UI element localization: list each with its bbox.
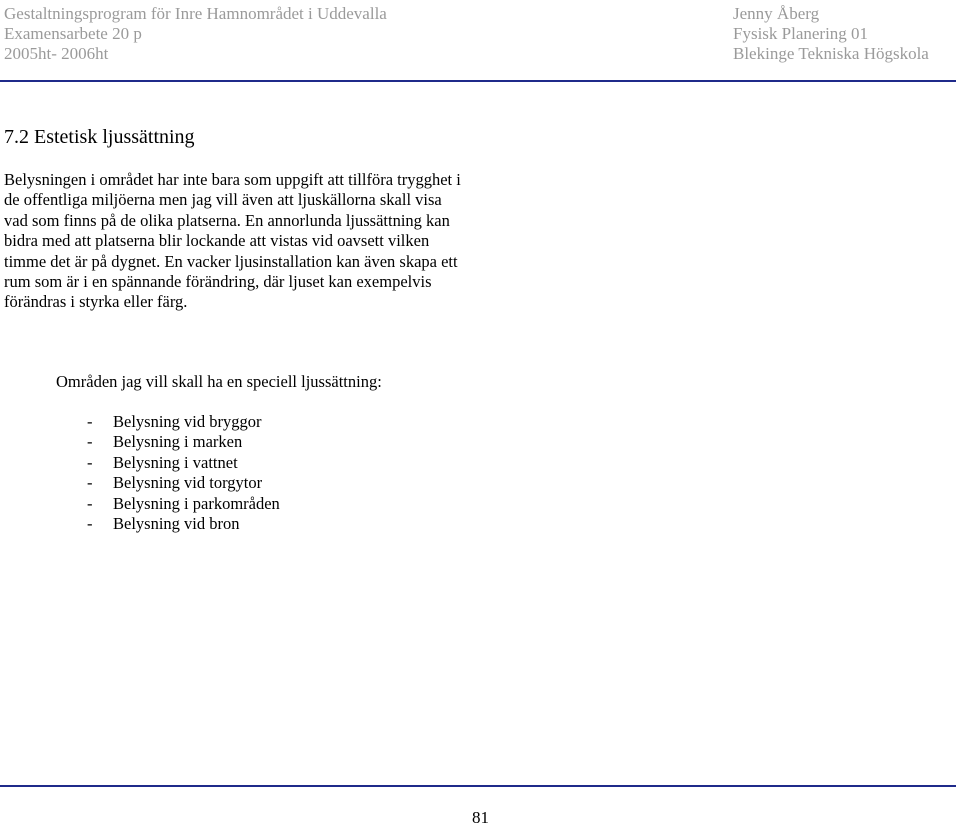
list-dash: -	[87, 493, 93, 513]
list-item-text: Belysning i vattnet	[113, 452, 238, 472]
header-right-block	[733, 4, 929, 64]
list-item	[87, 453, 280, 473]
header-program: Fysisk Planering 01	[733, 24, 869, 43]
body-paragraph: Belysningen i området har inte bara som uppgift att tillföra trygghet i de offentliga miljöerna men jag vill även att ljuskällorna skall visa vad som finns på de olika platserna. En annorlunda ljussättning kan bidra med att platserna blir lockande att vistas vid oavsett vilken timme det är på dygnet. En vacker ljusinstallation kan även skapa ett rum som är i en spännande förändring, där ljuset kan exempelvis förändras i styrka eller färg.	[4, 170, 461, 312]
header-term: 2005ht- 2006ht	[4, 44, 109, 63]
list-dash: -	[87, 514, 93, 534]
header-divider	[0, 80, 956, 82]
list-item-text: Belysning i parkområden	[113, 493, 280, 513]
header-document-title: Gestaltningsprogram för Inre Hamnområdet i Uddevalla	[4, 4, 387, 23]
list-intro: Områden jag vill skall ha en speciell ljussättning:	[56, 372, 382, 391]
header-school: Blekinge Tekniska Högskola	[733, 44, 929, 63]
section-title: 7.2 Estetisk ljussättning	[4, 126, 195, 148]
list-item-text: Belysning i marken	[113, 432, 243, 452]
page-number: 81	[472, 808, 489, 827]
list-item-text: Belysning vid torgytor	[113, 473, 263, 493]
list-item	[87, 514, 280, 534]
list-item-text: Belysning vid bron	[113, 514, 240, 534]
list-item	[87, 494, 280, 514]
list-dash: -	[87, 452, 93, 472]
header-left-block	[4, 4, 387, 64]
footer-divider	[0, 785, 956, 787]
list-dash: -	[87, 412, 93, 431]
list-dash: -	[87, 432, 93, 452]
header-course: Examensarbete 20 p	[4, 24, 142, 43]
lighting-areas-list	[87, 412, 280, 534]
list-item-text: Belysning vid bryggor	[113, 412, 262, 431]
list-item	[87, 473, 280, 493]
header-author: Jenny Åberg	[733, 4, 820, 23]
list-dash: -	[87, 473, 93, 493]
list-item	[87, 412, 280, 432]
list-item	[87, 432, 280, 452]
